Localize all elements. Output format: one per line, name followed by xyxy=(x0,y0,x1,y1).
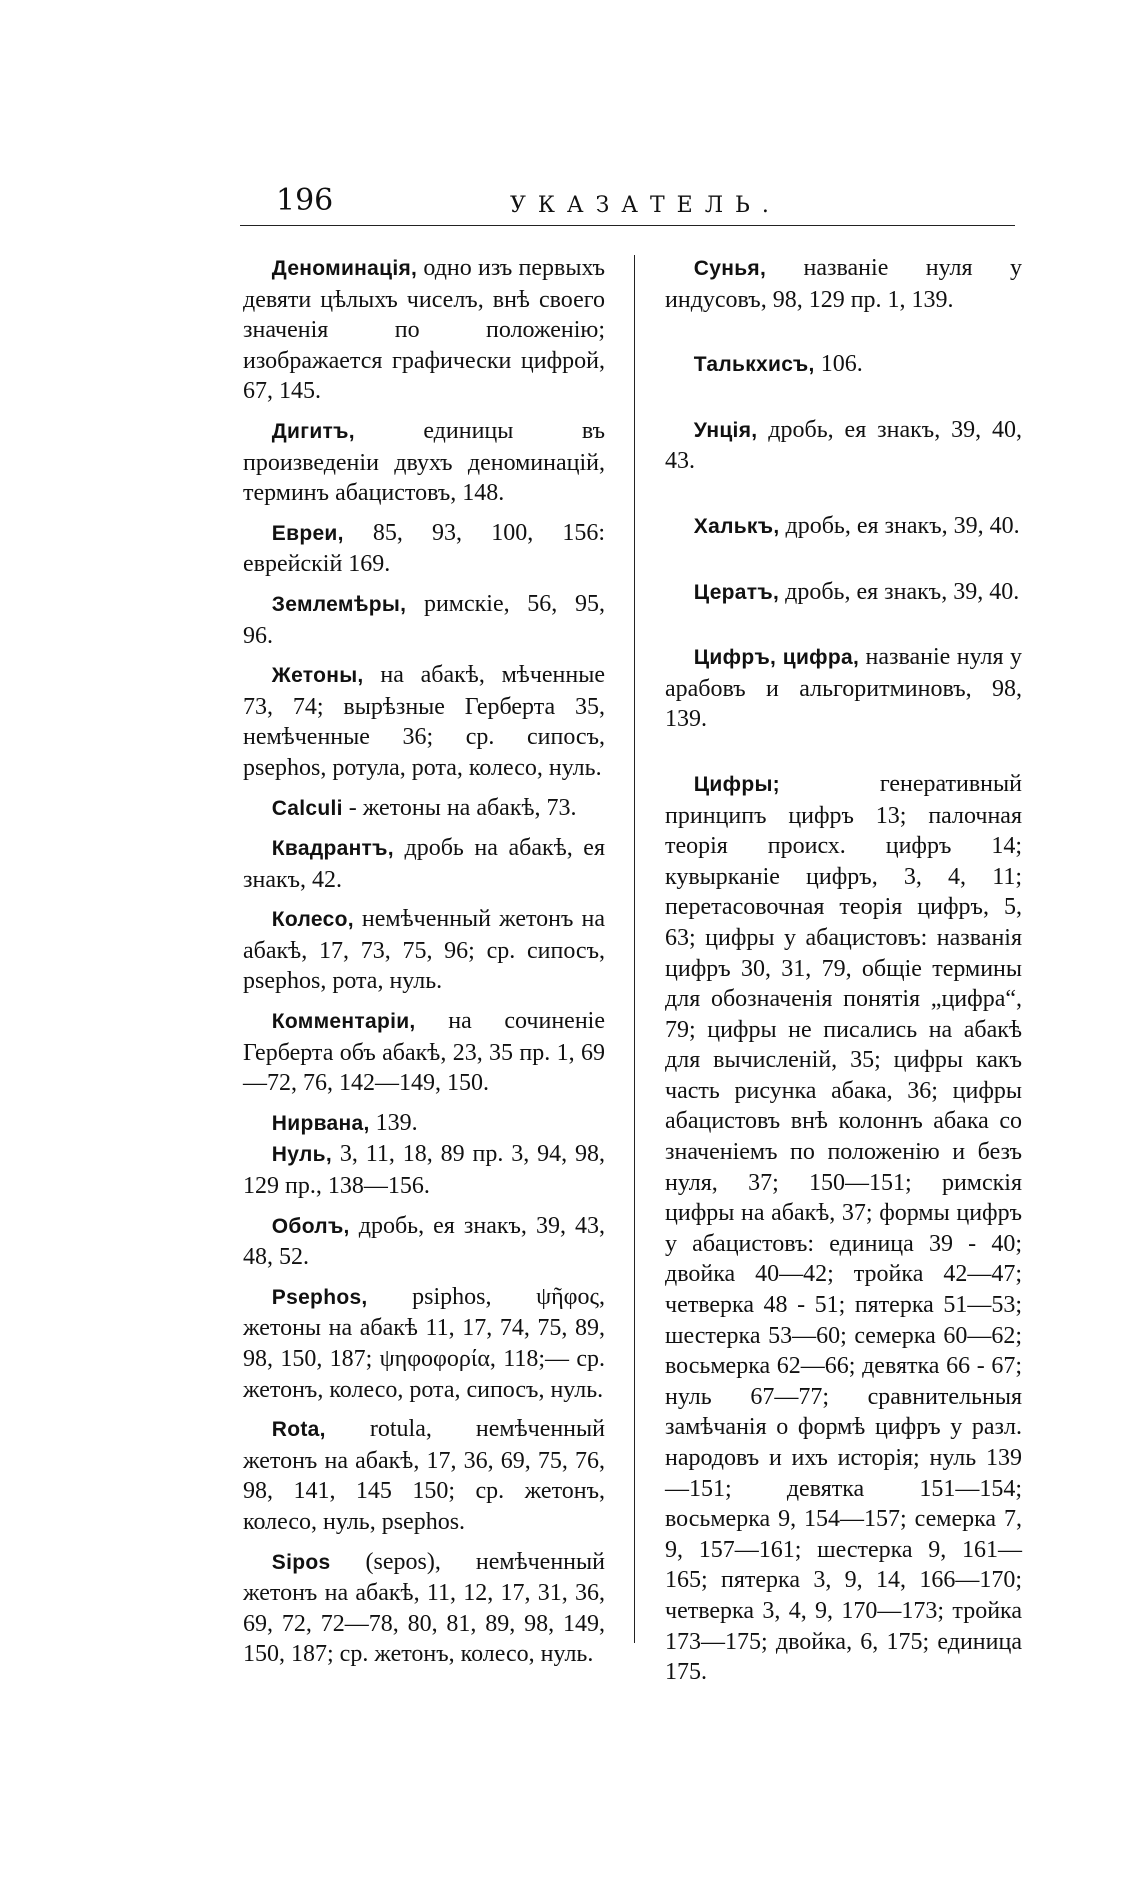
entry-headword: Евреи, xyxy=(271,521,344,545)
entry-headword: Psephos, xyxy=(271,1285,368,1309)
index-entry xyxy=(243,793,605,825)
index-entry xyxy=(243,660,605,783)
index-entry xyxy=(665,253,1022,315)
entry-text: psiphos, ψῆφος, жетоны на абакѣ 11, 17, 74, 75, 89, 98, 150, 187; ψηφοφορία, 118;— ср. жетонъ, колесо, рота, сипосъ, нуль. xyxy=(243,1283,605,1403)
column-divider xyxy=(634,255,635,1643)
page-header xyxy=(240,183,1020,227)
entry-text: дробь на абакѣ, ея знакъ, 42. xyxy=(243,835,605,893)
index-entry xyxy=(243,1139,605,1201)
entry-headword: Нирвана, xyxy=(271,1111,370,1135)
index-entry xyxy=(243,1211,605,1273)
entry-headword: Квадрантъ, xyxy=(271,837,394,861)
entry-text: rotula, немѣченный жетонъ на абакѣ, 17, 36, 69, 75, 76, 98, 141, 145 150; ср. жетонъ, колесо, нуль, psephos. xyxy=(243,1416,605,1535)
entry-headword: Комментаріи, xyxy=(271,1010,416,1034)
entry-headword: Сунья, xyxy=(693,257,767,280)
entry-text: 139. xyxy=(369,1109,418,1136)
index-column-right xyxy=(665,253,1022,1688)
entry-headword: Rota, xyxy=(271,1418,326,1442)
entry-headword: Нуль, xyxy=(271,1143,332,1167)
entry-text: названіе нуля у индусовъ, 98, 129 пр. 1, 139. xyxy=(665,255,1022,313)
entry-headword: Цифръ, цифра, xyxy=(693,646,860,670)
entry-headword: Деноминація, xyxy=(271,257,418,280)
index-entry xyxy=(243,1006,605,1099)
entry-headword: Колесо, xyxy=(271,908,354,932)
entry-text: 3, 11, 18, 89 пр. 3, 94, 98, 129 пр., 138—156. xyxy=(243,1141,605,1200)
entry-text: названіе нуля у арабовъ и альгоритминовъ, 98, 139. xyxy=(665,644,1022,733)
index-column-left xyxy=(243,253,605,1679)
entry-headword: Землемѣры, xyxy=(271,592,407,616)
entry-headword: Унція, xyxy=(693,418,758,442)
entry-text: (sepos), немѣченный жетонъ на абакѣ, 11, 12, 17, 31, 36, 69, 72, 72—78, 80, 81, 89, 98, 149, 150, 187; ср. жетонъ, колесо, нуль. xyxy=(243,1548,605,1668)
entry-text: генеративный принципъ цифръ 13; палочная теорія происх. цифръ 14; кувырканіе цифръ, 3, 4, 11; перетасовочная теорія цифръ, 5, 63; цифры у абацистовъ: названія цифръ 30, 31, 79, общіе термины для обозначенія понятія „цифра“, 79; цифры не писались на абакѣ для вычисленій, 35; цифры какъ часть рисунка абака, 36; цифры абацистовъ внѣ колоннъ абака со значеніемъ по положенію и безъ нуля, 37; 150—151; римскія цифры на абакѣ, 37; формы цифръ у абацистовъ: единица 39 - 40; двойка 40—42; тройка 42—47; четверка 48 - 51; пятерка 51—53; шестерка 53—60; семерка 60—62; восьмерка 62—66; девятка 66 - 67; нуль 67—77; сравнительныя замѣчанія о формѣ цифръ у разл. народовъ и ихъ исторія; нуль 139—151; девятка 151—154; восьмерка 9, 154—157; семерка 7, 9, 157—161; шестерка 9, 161—165; пятерка 3, 9, 14, 166—170; четверка 3, 4, 9, 170—173; тройка 173—175; двойка, 6, 175; единица 175. xyxy=(665,770,1022,1686)
entry-headword: Цератъ, xyxy=(693,580,780,604)
entry-headword: Жетоны, xyxy=(271,664,364,688)
entry-text: дробь, ея знакъ, 39, 40. xyxy=(779,512,1020,539)
running-title: УКАЗАТЕЛЬ. xyxy=(510,193,781,218)
index-entry xyxy=(665,349,1022,381)
index-entry xyxy=(665,769,1022,1688)
entry-headword: Цифры; xyxy=(693,772,780,796)
index-entry xyxy=(243,253,605,407)
entry-headword: Calculi xyxy=(271,796,343,820)
index-entry xyxy=(243,904,605,997)
entry-text: дробь, ея знакъ, 39, 40, 43. xyxy=(665,416,1022,475)
index-entry xyxy=(665,642,1022,735)
index-entry xyxy=(665,415,1022,477)
header-rule xyxy=(240,225,1015,226)
index-entry xyxy=(243,1414,605,1537)
entry-headword: Талькхисъ, xyxy=(693,353,815,377)
entry-headword: Sipos xyxy=(271,1550,331,1574)
index-entry xyxy=(243,1547,605,1670)
index-entry xyxy=(243,1282,605,1405)
entry-text: дробь, ея знакъ, 39, 40. xyxy=(779,578,1020,605)
entry-text: на абакѣ, мѣченные 73, 74; вырѣзные Герберта 35, немѣченные 36; ср. сипосъ, psephos, ротула, рота, колесо, нуль. xyxy=(243,662,605,781)
index-entry xyxy=(665,511,1022,543)
entry-text: немѣченный жетонъ на абакѣ, 17, 73, 75, 96; ср. сипосъ, psephos, рота, нуль. xyxy=(243,906,605,995)
index-entry xyxy=(243,518,605,580)
entry-headword: Дигитъ, xyxy=(271,419,355,443)
index-entry xyxy=(243,416,605,509)
entry-text: дробь, ея знакъ, 39, 43, 48, 52. xyxy=(243,1212,605,1271)
entry-text: 85, 93, 100, 156: еврейскій 169. xyxy=(243,519,605,578)
entry-headword: Халькъ, xyxy=(693,514,780,538)
index-entry xyxy=(243,589,605,651)
entry-text: римскіе, 56, 95, 96. xyxy=(243,590,605,649)
page-number: 196 xyxy=(276,183,334,218)
entry-text: 106. xyxy=(814,351,863,378)
entry-text: - жетоны на абакѣ, 73. xyxy=(342,794,577,821)
entry-text: единицы въ произведеніи двухъ деноминацій, терминъ абацистовъ, 148. xyxy=(243,417,605,507)
index-entry xyxy=(243,1108,605,1140)
index-entry xyxy=(243,833,605,895)
entry-text: на сочиненіе Герберта объ абакѣ, 23, 35 пр. 1, 69—72, 76, 142—149, 150. xyxy=(243,1008,605,1097)
entry-text: одно изъ первыхъ девяти цѣлыхъ чиселъ, внѣ своего значенія по положенію; изображается графически цифрой, 67, 145. xyxy=(243,255,605,405)
index-entry xyxy=(665,577,1022,609)
entry-headword: Оболъ, xyxy=(271,1214,350,1238)
